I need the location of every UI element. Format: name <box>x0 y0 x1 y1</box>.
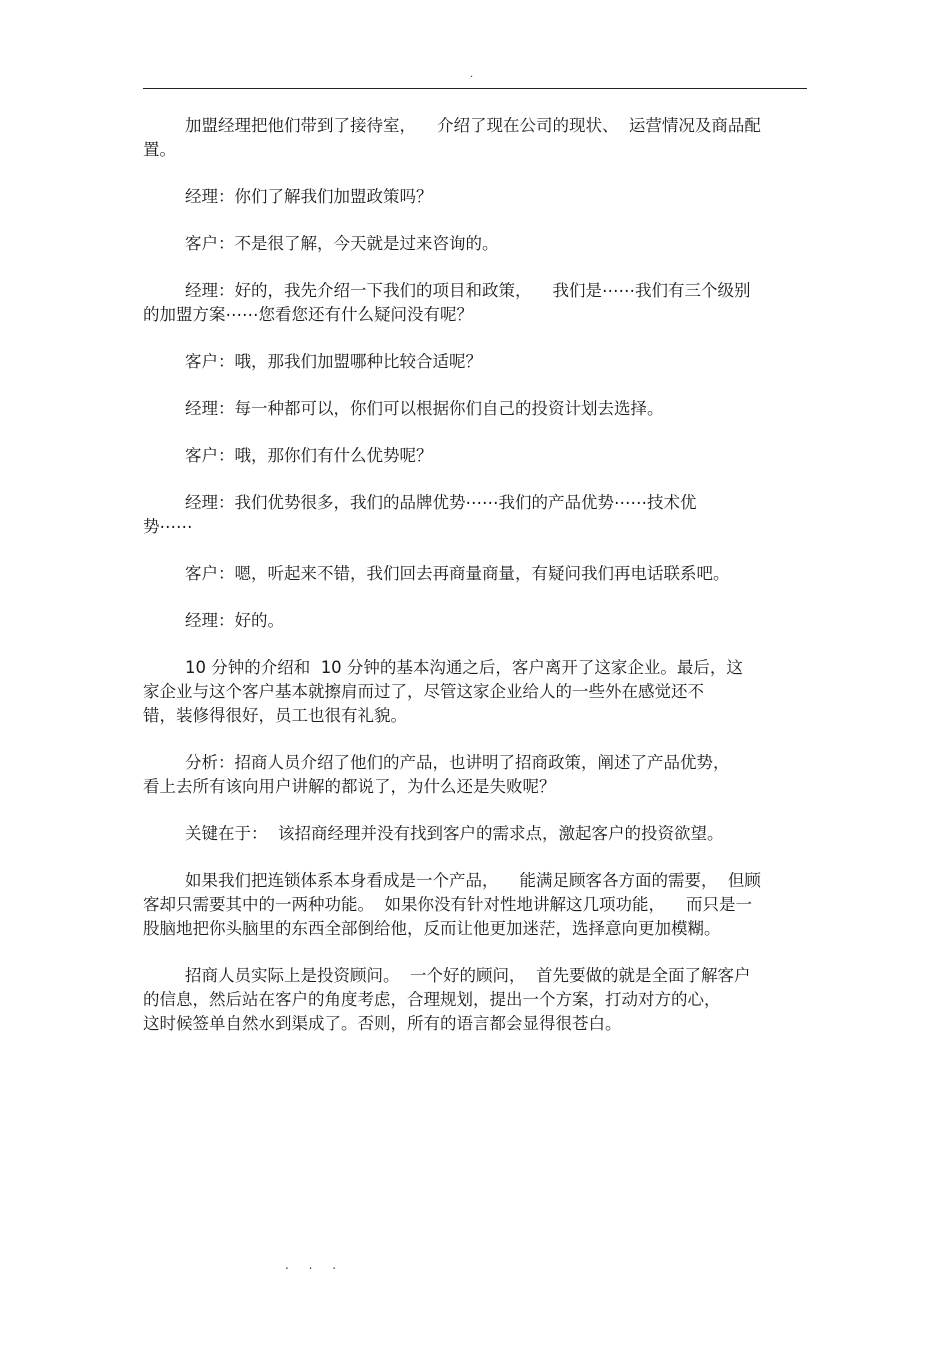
paragraph <box>143 279 807 327</box>
paragraph <box>143 491 807 539</box>
text-line: 经理：好的。 <box>143 611 284 630</box>
paragraph <box>143 444 807 468</box>
text-line: 错，装修得很好，员工也很有礼貌。 <box>143 706 407 725</box>
paragraph <box>143 350 807 374</box>
text-line: 客户：哦，那你们有什么优势呢？ <box>143 446 433 465</box>
paragraph <box>143 232 807 256</box>
paragraph <box>143 185 807 209</box>
header-mark: . <box>470 69 474 80</box>
text-line: 经理：每一种都可以，你们可以根据你们自己的投资计划去选择。 <box>143 399 664 418</box>
text-line: 分析：招商人员介绍了他们的产品，也讲明了招商政策，阐述了产品优势， <box>143 753 730 772</box>
document-body <box>143 114 807 1059</box>
text-line: 家企业与这个客户基本就擦肩而过了，尽管这家企业给人的一些外在感觉还不 <box>143 682 704 701</box>
footer-mark: . . . <box>285 1258 345 1272</box>
text-line: 客却只需要其中的一两种功能。 如果你没有针对性地讲解这几项功能， 而只是一 <box>143 895 752 914</box>
text-line: 势⋯⋯ <box>143 517 193 536</box>
paragraph <box>143 609 807 633</box>
paragraph <box>143 562 807 586</box>
paragraph <box>143 397 807 421</box>
text-line: 招商人员实际上是投资顾问。 一个好的顾问， 首先要做的就是全面了解客户 <box>143 966 751 985</box>
text-line: 股脑地把你头脑里的东西全部倒给他，反而让他更加迷茫，选择意向更加模糊。 <box>143 919 721 938</box>
text-line: 客户：不是很了解，今天就是过来咨询的。 <box>143 234 499 253</box>
text-line: 经理：你们了解我们加盟政策吗？ <box>143 187 433 206</box>
text-line: 关键在于： 该招商经理并没有找到客户的需求点，激起客户的投资欲望。 <box>143 824 724 843</box>
paragraph <box>143 751 807 799</box>
text-line: 经理：好的，我先介绍一下我们的项目和政策， 我们是⋯⋯我们有三个级别 <box>143 281 751 300</box>
paragraph <box>143 822 807 846</box>
text-line: 如果我们把连锁体系本身看成是一个产品， 能满足顾客各方面的需要， 但顾 <box>143 871 761 890</box>
text-line: 经理：我们优势很多，我们的品牌优势⋯⋯我们的产品优势⋯⋯技术优 <box>143 493 697 512</box>
paragraph <box>143 114 807 162</box>
text-line: 10 分钟的介绍和 10 分钟的基本沟通之后，客户离开了这家企业。最后，这 <box>143 658 743 677</box>
text-line: 的加盟方案⋯⋯您看您还有什么疑问没有呢？ <box>143 305 473 324</box>
text-line: 客户：哦，那我们加盟哪种比较合适呢？ <box>143 352 482 371</box>
paragraph <box>143 869 807 941</box>
text-line: 加盟经理把他们带到了接待室， 介绍了现在公司的现状、 运营情况及商品配 <box>143 116 761 135</box>
text-line: 置。 <box>143 140 176 159</box>
text-line: 客户：嗯，听起来不错，我们回去再商量商量，有疑问我们再电话联系吧。 <box>143 564 730 583</box>
paragraph <box>143 964 807 1036</box>
text-line: 看上去所有该向用户讲解的都说了，为什么还是失败呢？ <box>143 777 556 796</box>
paragraph <box>143 656 807 728</box>
text-line: 这时候签单自然水到渠成了。否则，所有的语言都会显得很苍白。 <box>143 1014 622 1033</box>
text-line: 的信息，然后站在客户的角度考虑，合理规划，提出一个方案，打动对方的心， <box>143 990 721 1009</box>
header-rule <box>143 88 807 89</box>
